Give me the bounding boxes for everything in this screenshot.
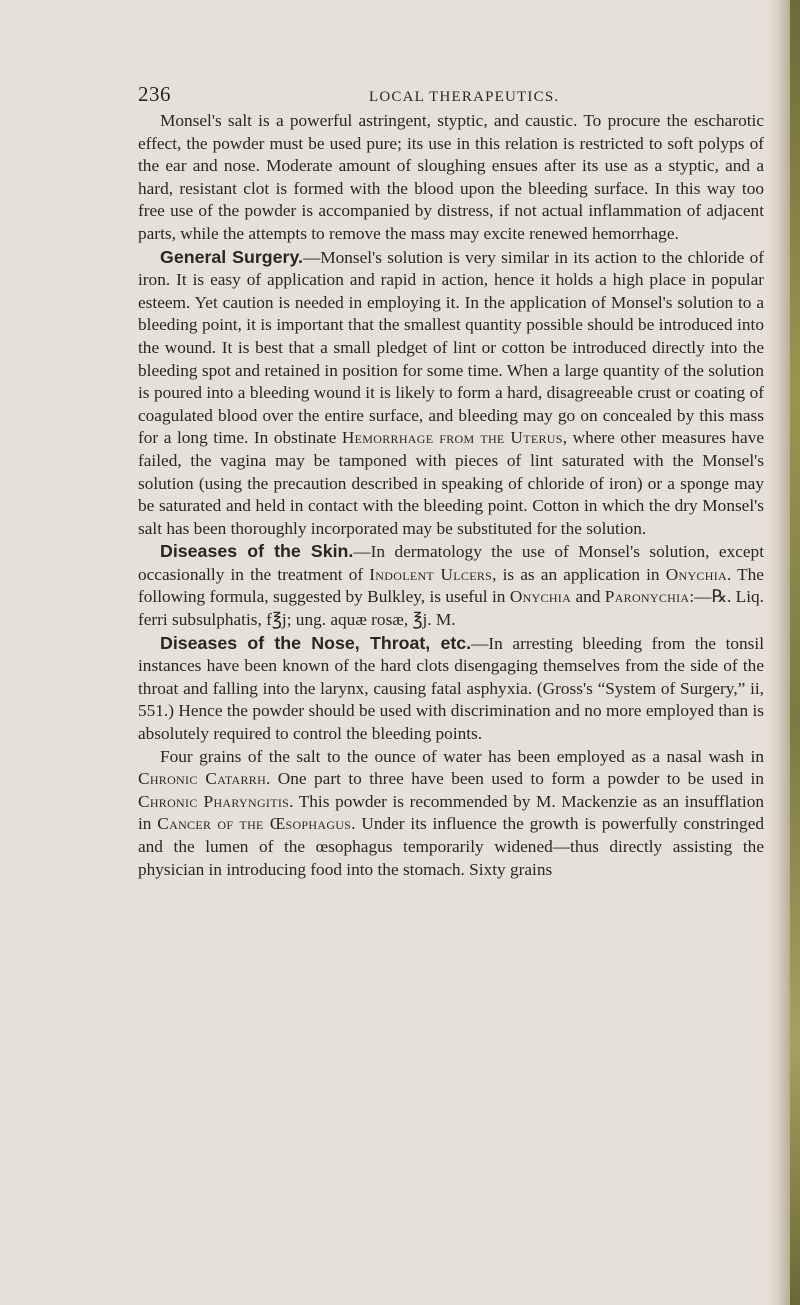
paragraph-diseases-nose-throat [138, 632, 764, 746]
paragraph-diseases-skin [138, 540, 764, 631]
paragraph-text: —In dermatology the use of Monsel's solution, except occasionally in the treatment of [138, 542, 764, 584]
section-heading: General Surgery. [160, 246, 303, 267]
disease-term: Chronic Catarrh [138, 769, 267, 789]
paragraph-text: , where other measures have failed, the vagina may be tamponed with pieces of lint saturated with the Monsel's solution (using the precaution described in speaking of chloride of iron) or a sponge may be saturated and held in contact with the bleeding point. Cotton in which the dry Monsel's salt has been thoroughly incorporated may be substituted for the solution. [138, 428, 765, 538]
paragraph-text: Monsel's salt is a powerful astringent, styptic, and caustic. To procure the escharotic effect, the powder must be used pure; its use in this relation is restricted to soft polyps of the ear and nose. Moderate amount of sloughing ensues after its use as a styptic, and a hard, resistant clot is formed with the blood upon the bleeding surface. In this way too free use of the powder is accompanied by distress, if not actual inflammation of adjacent parts, while the attempts to remove the mass may excite renewed hemorrhage. [138, 111, 764, 243]
paragraph-monsels-salt [138, 110, 764, 246]
paragraph-text: . Under its influence the growth is powerfully constringed and the lumen of the œsophagus temporarily widened—thus directly assisting the physician in introducing food into the stomach. Sixty grains [138, 814, 764, 879]
paragraph-text: . One part to three have been used to form a powder to be used in [266, 769, 764, 789]
disease-term: Onychia [509, 587, 572, 607]
paragraph-nasal-wash [138, 746, 764, 882]
binding-edge [790, 0, 800, 1305]
section-heading: Diseases of the Skin. [160, 541, 354, 562]
page-header [138, 82, 778, 112]
page-number: 236 [138, 82, 171, 106]
disease-term: Cancer of the Œsophagus [157, 814, 352, 834]
paragraph-text: :—℞. Liq. ferri subsulphatis, f℥j; ung. aquæ rosæ, ℥j. M. [138, 587, 764, 630]
paragraph-text: —Monsel's solution is very similar in its action to the chloride of iron. It is easy of application and rapid in action, hence it holds a high place in popular esteem. Yet caution is needed in employing it. In the application of Monsel's solution to a bleeding point, it is important that the smallest quantity possible should be introduced into the wound. It is best that a small pledget of lint or cotton be introduced directly into the bleeding spot and retained in position for some time. When a large quantity of the solution is poured into a bleeding wound it is likely to form a hard, disagreeable crust or coating of coagulated blood over the entire surface, and bleeding may go on concealed by this mass for a long time. In obstinate [138, 247, 764, 448]
paragraph-text: . The following formula, suggested by Bulkley, is useful in [138, 564, 764, 607]
disease-term: Onychia [665, 564, 727, 584]
section-heading: Diseases of the Nose, Throat, etc. [160, 632, 472, 653]
body-text [138, 110, 764, 881]
disease-term: Chronic Pharyngitis [138, 791, 290, 811]
disease-term: Indolent Ulcers [369, 564, 493, 584]
paragraph-text: and [571, 587, 605, 607]
disease-term: Hemorrhage from the Uterus [341, 428, 563, 448]
paragraph-general-surgery [138, 246, 764, 541]
paragraph-text: —In arresting bleeding from the tonsil instances have been known of the hard clots disengaging themselves from the side of the throat and falling into the larynx, causing fatal asphyxia. (Gross's “System of Surgery,” ii, 551.) Hence the powder should be used with discrimination and no more employed than is absolutely required to control the bleeding points. [138, 633, 765, 744]
disease-term: Paronychia [604, 587, 690, 607]
paragraph-text: . This powder is recommended by M. Mackenzie as an insufflation in [138, 791, 764, 834]
paragraph-text: Four grains of the salt to the ounce of water has been employed as a nasal wash in [160, 746, 764, 766]
running-title: LOCAL THERAPEUTICS. [369, 89, 560, 105]
paragraph-text: , is as an application in [492, 564, 666, 584]
